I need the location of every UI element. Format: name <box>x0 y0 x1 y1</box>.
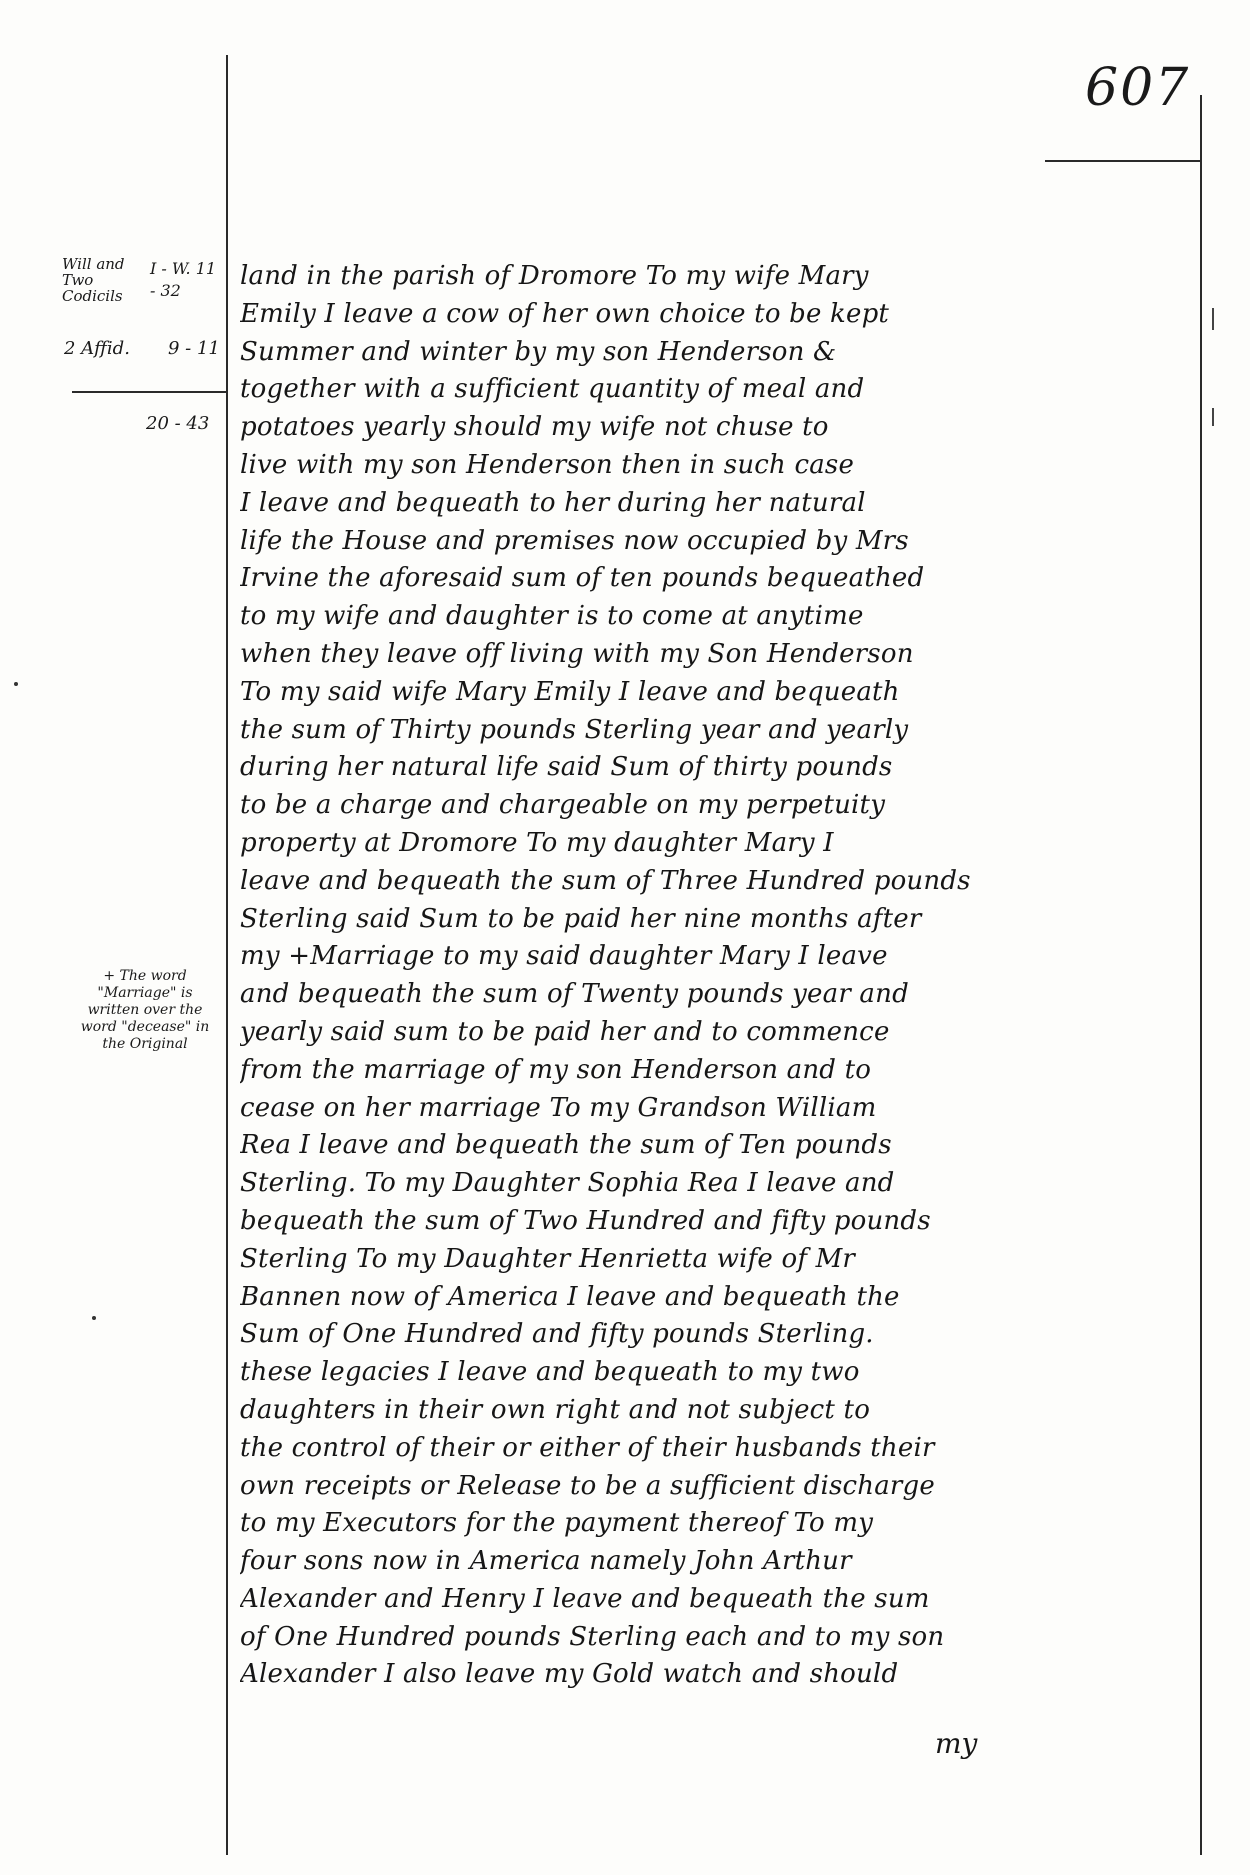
text-line: of One Hundred pounds Sterling each and to my son <box>240 1621 945 1652</box>
text-line: the sum of Thirty pounds Sterling year and yearly <box>240 714 909 745</box>
text-line: Rea I leave and bequeath the sum of Ten pounds <box>240 1130 892 1161</box>
text-line: Alexander I also leave my Gold watch and should <box>240 1659 899 1690</box>
scan-speck <box>14 682 18 686</box>
text-line: Emily I leave a cow of her own choice to be kept <box>240 298 890 329</box>
text-line: potatoes yearly should my wife not chuse to <box>240 412 829 443</box>
text-line: and bequeath the sum of Twenty pounds year and <box>240 979 909 1010</box>
scan-mark <box>1212 308 1214 330</box>
margin-note-will-codicils: Will and Two Codicils <box>62 255 125 305</box>
will-body-text <box>240 258 1198 1694</box>
text-line: to my wife and daughter is to come at anytime <box>240 601 864 632</box>
text-line: Irvine the aforesaid sum of ten pounds bequeathed <box>240 563 925 594</box>
text-line: the control of their or either of their husbands their <box>240 1432 935 1463</box>
text-line: four sons now in America namely John Arthur <box>240 1546 852 1577</box>
text-line: own receipts or Release to be a sufficient discharge <box>240 1470 935 1501</box>
text-line: Sum of One Hundred and fifty pounds Sterling. <box>240 1319 874 1350</box>
text-line: Sterling. To my Daughter Sophia Rea I leave and <box>240 1168 895 1199</box>
text-line: together with a sufficient quantity of meal and <box>240 374 865 405</box>
text-line: Bannen now of America I leave and bequeath the <box>240 1281 900 1312</box>
text-line: I leave and bequeath to her during her natural <box>240 487 866 518</box>
text-line: daughters in their own right and not subject to <box>240 1394 871 1425</box>
text-line: life the House and premises now occupied by Mrs <box>240 525 909 556</box>
right-border-rule <box>1200 95 1202 1855</box>
text-line: Alexander and Henry I leave and bequeath the sum <box>240 1583 930 1614</box>
text-line: during her natural life said Sum of thirty pounds <box>240 752 893 783</box>
text-line: Sterling said Sum to be paid her nine months after <box>240 903 922 934</box>
text-line: my +Marriage to my said daughter Mary I leave <box>240 941 888 972</box>
text-line: leave and bequeath the sum of Three Hundred pounds <box>240 865 971 896</box>
text-line: land in the parish of Dromore To my wife Mary <box>240 261 869 291</box>
text-line: from the marriage of my son Henderson and to <box>240 1054 872 1085</box>
text-line: live with my son Henderson then in such case <box>240 449 855 480</box>
margin-note-ref-20-43: 20 - 43 <box>146 413 210 434</box>
page-number: 607 <box>1085 58 1191 118</box>
scan-mark <box>1212 408 1214 426</box>
text-line: these legacies I leave and bequeath to my two <box>240 1357 860 1388</box>
margin-note-will-ref: I - W. 11 - 32 <box>150 259 217 300</box>
text-line: when they leave off living with my Son Henderson <box>240 638 914 669</box>
text-line: Sterling To my Daughter Henrietta wife of Mr <box>240 1243 856 1274</box>
text-line: bequeath the sum of Two Hundred and fifty pounds <box>240 1205 931 1236</box>
text-line: yearly said sum to be paid her and to commence <box>240 1016 890 1047</box>
margin-note-underline <box>72 391 226 393</box>
text-line: property at Dromore To my daughter Mary I <box>240 827 834 858</box>
margin-divider-rule <box>226 55 228 1855</box>
margin-note-affidavits-ref: 9 - 11 <box>168 338 220 359</box>
catchword: my <box>935 1727 978 1760</box>
text-line: to be a charge and chargeable on my perpetuity <box>240 790 886 821</box>
text-line: cease on her marriage To my Grandson William <box>240 1092 877 1123</box>
scan-speck <box>92 1316 96 1320</box>
text-line: to my Executors for the payment thereof To my <box>240 1508 874 1539</box>
margin-note-affidavits: 2 Affid. <box>64 338 130 359</box>
margin-note-marriage: + The word "Marriage" is written over the word "decease" in the Original <box>80 968 210 1052</box>
text-line: Summer and winter by my son Henderson & <box>240 336 837 367</box>
page-number-underline <box>1045 160 1200 162</box>
text-line: To my said wife Mary Emily I leave and bequeath <box>240 676 900 707</box>
